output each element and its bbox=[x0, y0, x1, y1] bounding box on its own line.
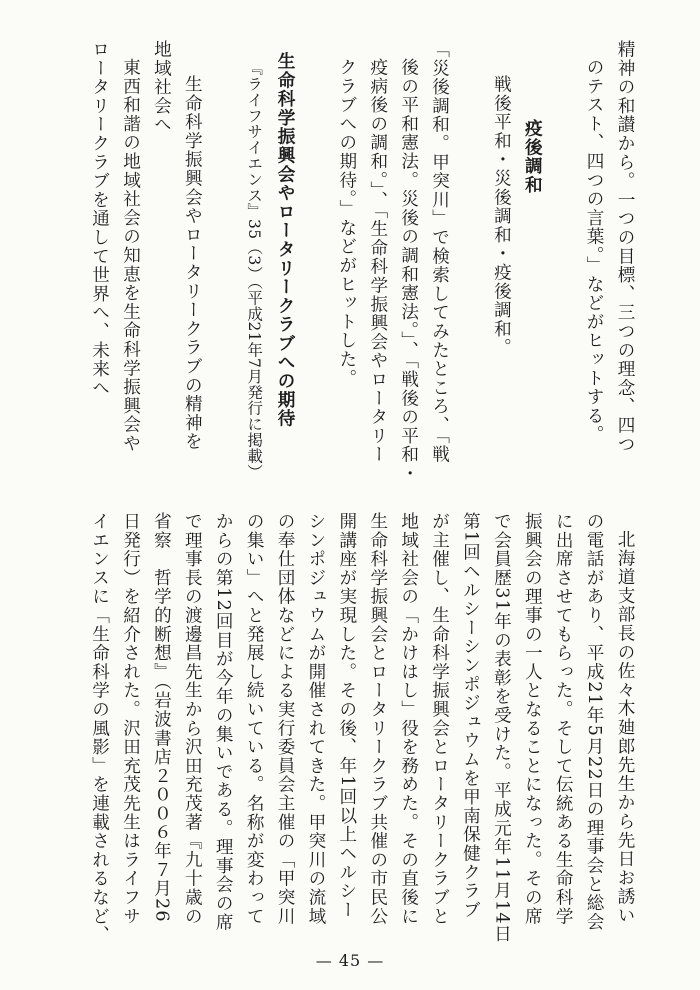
text-line: 振興会の理事の一人となることになった。その席 bbox=[522, 512, 543, 926]
text-line: の電話があり、平成21年5月22日の理事会と総会 bbox=[584, 512, 605, 932]
spacer-line bbox=[300, 40, 331, 500]
article-title: 生命科学振興会やロータリークラブへの期待 bbox=[275, 52, 296, 429]
text-line: 東西和諧の地域社会の知恵を生命科学振興会や bbox=[120, 57, 141, 453]
page-number: — 45 — bbox=[315, 951, 385, 970]
text-line: 「災後調和。甲突川」で検索してみたところ、「戦 bbox=[429, 40, 450, 464]
text-line: 省察 哲学的断想』（岩波書店２００６年７月26 bbox=[151, 512, 172, 923]
spacer-line bbox=[455, 40, 486, 500]
article-subtitle-line: 地域社会へ bbox=[151, 40, 172, 134]
section-heading-ekigo-chowa: 疫後調和 bbox=[522, 119, 543, 195]
text-line: からの第12回目が今年の集いである。理事会の席 bbox=[213, 512, 234, 932]
spacer-line bbox=[207, 40, 238, 500]
text-line: の集い」へと発展し続いている。名称が変わって bbox=[244, 512, 265, 926]
article-subtitle-line: 生命科学振興会やロータリークラブの精神を bbox=[182, 75, 203, 452]
text-line: シンポジュウムが開催されてきた。甲突川の流域 bbox=[305, 512, 326, 926]
text-line: クラブへの期待。」などがヒットした。 bbox=[336, 57, 357, 388]
text-line: のテスト、四つの言葉。」などがヒットする。 bbox=[584, 57, 605, 444]
section-subheading: 戦後平和・災後調和・疫後調和。 bbox=[491, 75, 512, 358]
text-line: 開講座が実現した。その後、年1回以上ヘルシー bbox=[336, 512, 357, 920]
text-line: に出席させてもらった。そして伝統ある生命科学 bbox=[553, 512, 574, 926]
text-line: が主催し、生命科学振興会とロータリークラブと bbox=[429, 512, 450, 926]
text-line: 生命科学振興会とロータリークラブ共催の市民公 bbox=[367, 512, 388, 926]
text-line: 精神の和讃から。一つの目標、三つの理念、四つ bbox=[615, 40, 635, 454]
text-line: 疫病後の調和。」、「生命科学振興会やロータリー bbox=[367, 57, 388, 464]
spacer-line bbox=[547, 40, 578, 500]
text-line: で理事長の渡邊昌先生から沢田充茂著『九十歳の bbox=[182, 512, 203, 926]
text-line: ロータリークラブを通して世界へ、未来へ bbox=[89, 40, 110, 398]
text-line: イエンスに「生命科学の風影」を連載されるなど、 bbox=[89, 512, 110, 945]
text-line: 後の平和憲法。災後の調和憲法。」、「戦後の平和・ bbox=[398, 57, 419, 483]
upper-text-block bbox=[84, 40, 640, 500]
text-line: 第1回ヘルシーシンポジュウムを甲南保健クラブ bbox=[460, 512, 481, 920]
text-line: 北海道支部長の佐々木廸郎先生から先日お誘い bbox=[615, 529, 635, 925]
article-source: 『ライフサイエンス』35（3）（平成21年7月発行に掲載） bbox=[245, 60, 264, 480]
text-line: の奉仕団体などによる実行委員会主催の「甲突川 bbox=[275, 512, 296, 926]
text-line: 地域社会の「かけはし」役を務めた。その直後に bbox=[398, 512, 419, 926]
lower-text-block bbox=[84, 512, 640, 952]
text-line: 日発行）を紹介された。沢田充茂先生はライフサ bbox=[120, 512, 141, 926]
text-line: で会員歴31年の表彰を受けた。平成元年11月14日 bbox=[491, 512, 512, 944]
